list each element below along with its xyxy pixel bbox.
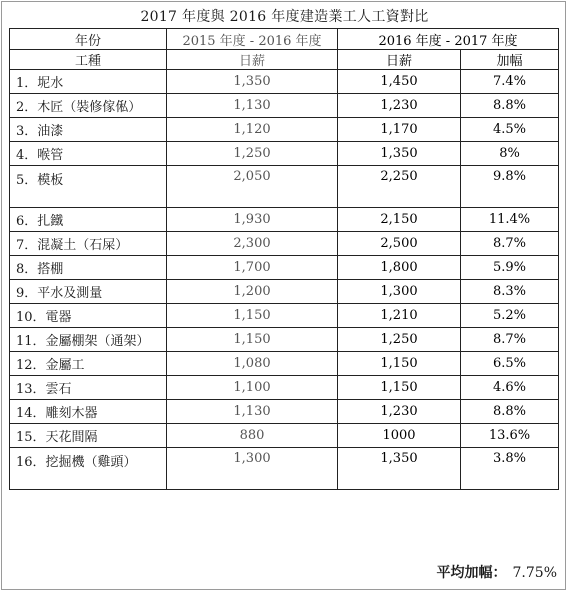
header-row-years — [10, 29, 559, 50]
new-wage-cell: 1,210 — [338, 304, 461, 328]
table-row — [10, 400, 559, 424]
trade-cell: 11．金屬棚架（通架） — [10, 328, 167, 352]
trade-cell: 3．油漆 — [10, 118, 167, 142]
table-row — [10, 166, 559, 208]
table-row — [10, 424, 559, 448]
old-wage-cell: 880 — [167, 424, 338, 448]
average-increase-value: 7.75% — [512, 565, 557, 581]
new-wage-cell: 1,150 — [338, 376, 461, 400]
average-increase-label: 平均加幅： — [436, 565, 507, 581]
trade-cell: 6．扎鐵 — [10, 208, 167, 232]
trade-cell: 14．雕刻木器 — [10, 400, 167, 424]
new-wage-cell: 1,450 — [338, 70, 461, 94]
new-wage-cell: 2,150 — [338, 208, 461, 232]
increase-cell: 8.8% — [461, 400, 559, 424]
trade-cell: 1．坭水 — [10, 70, 167, 94]
old-wage-cell: 1,080 — [167, 352, 338, 376]
trade-cell: 2．木匠（裝修傢俬） — [10, 94, 167, 118]
new-wage-cell: 1,230 — [338, 400, 461, 424]
header-period-old: 2015 年度 - 2016 年度 — [167, 29, 338, 50]
increase-cell: 4.5% — [461, 118, 559, 142]
increase-cell: 5.9% — [461, 256, 559, 280]
old-wage-cell: 1,130 — [167, 94, 338, 118]
old-wage-cell: 1,150 — [167, 328, 338, 352]
header-year: 年份 — [10, 29, 167, 50]
new-wage-cell: 2,500 — [338, 232, 461, 256]
increase-cell: 13.6% — [461, 424, 559, 448]
average-increase — [437, 562, 557, 582]
increase-cell: 5.2% — [461, 304, 559, 328]
trade-cell: 4．喉管 — [10, 142, 167, 166]
old-wage-cell: 1,300 — [167, 448, 338, 490]
trade-cell: 10．電器 — [10, 304, 167, 328]
new-wage-cell: 1,800 — [338, 256, 461, 280]
old-wage-cell: 1,130 — [167, 400, 338, 424]
table-row — [10, 208, 559, 232]
header-period-new: 2016 年度 - 2017 年度 — [338, 29, 559, 50]
old-wage-cell: 1,250 — [167, 142, 338, 166]
increase-cell: 4.6% — [461, 376, 559, 400]
old-wage-cell: 1,200 — [167, 280, 338, 304]
trade-cell: 12．金屬工 — [10, 352, 167, 376]
old-wage-cell: 1,100 — [167, 376, 338, 400]
increase-cell: 8.8% — [461, 94, 559, 118]
table-row — [10, 142, 559, 166]
wage-comparison-table — [9, 28, 559, 490]
new-wage-cell: 1,170 — [338, 118, 461, 142]
increase-cell: 6.5% — [461, 352, 559, 376]
trade-cell: 15．天花間隔 — [10, 424, 167, 448]
increase-cell: 11.4% — [461, 208, 559, 232]
table-row — [10, 256, 559, 280]
table-row — [10, 118, 559, 142]
new-wage-cell: 1,150 — [338, 352, 461, 376]
header-wage-new: 日薪 — [338, 50, 461, 70]
header-increase: 加幅 — [461, 50, 559, 70]
new-wage-cell: 1,350 — [338, 142, 461, 166]
trade-cell: 13．雲石 — [10, 376, 167, 400]
new-wage-cell: 1,350 — [338, 448, 461, 490]
increase-cell: 8.7% — [461, 232, 559, 256]
new-wage-cell: 1,250 — [338, 328, 461, 352]
increase-cell: 8.3% — [461, 280, 559, 304]
old-wage-cell: 2,300 — [167, 232, 338, 256]
document-title: 2017 年度與 2016 年度建造業工人工資對比 — [140, 9, 429, 25]
table-row — [10, 280, 559, 304]
table-row — [10, 352, 559, 376]
new-wage-cell: 1000 — [338, 424, 461, 448]
trade-cell: 9．平水及測量 — [10, 280, 167, 304]
increase-cell: 7.4% — [461, 70, 559, 94]
new-wage-cell: 1,230 — [338, 94, 461, 118]
header-wage-old: 日薪 — [167, 50, 338, 70]
trade-cell: 7．混凝土（石屎） — [10, 232, 167, 256]
old-wage-cell: 1,350 — [167, 70, 338, 94]
increase-cell: 3.8% — [461, 448, 559, 490]
table-row — [10, 328, 559, 352]
table-row — [10, 70, 559, 94]
old-wage-cell: 1,120 — [167, 118, 338, 142]
header-row-columns — [10, 50, 559, 70]
table-row — [10, 304, 559, 328]
trade-cell: 16．挖掘機（雞頭） — [10, 448, 167, 490]
table-row — [10, 448, 559, 490]
old-wage-cell: 1,700 — [167, 256, 338, 280]
new-wage-cell: 2,250 — [338, 166, 461, 208]
trade-cell: 8．搭棚 — [10, 256, 167, 280]
old-wage-cell: 2,050 — [167, 166, 338, 208]
old-wage-cell: 1,930 — [167, 208, 338, 232]
table-row — [10, 232, 559, 256]
old-wage-cell: 1,150 — [167, 304, 338, 328]
table-row — [10, 94, 559, 118]
table-row — [10, 376, 559, 400]
trade-cell: 5．模板 — [10, 166, 167, 208]
increase-cell: 8.7% — [461, 328, 559, 352]
header-trade: 工種 — [10, 50, 167, 70]
increase-cell: 9.8% — [461, 166, 559, 208]
increase-cell: 8% — [461, 142, 559, 166]
new-wage-cell: 1,300 — [338, 280, 461, 304]
